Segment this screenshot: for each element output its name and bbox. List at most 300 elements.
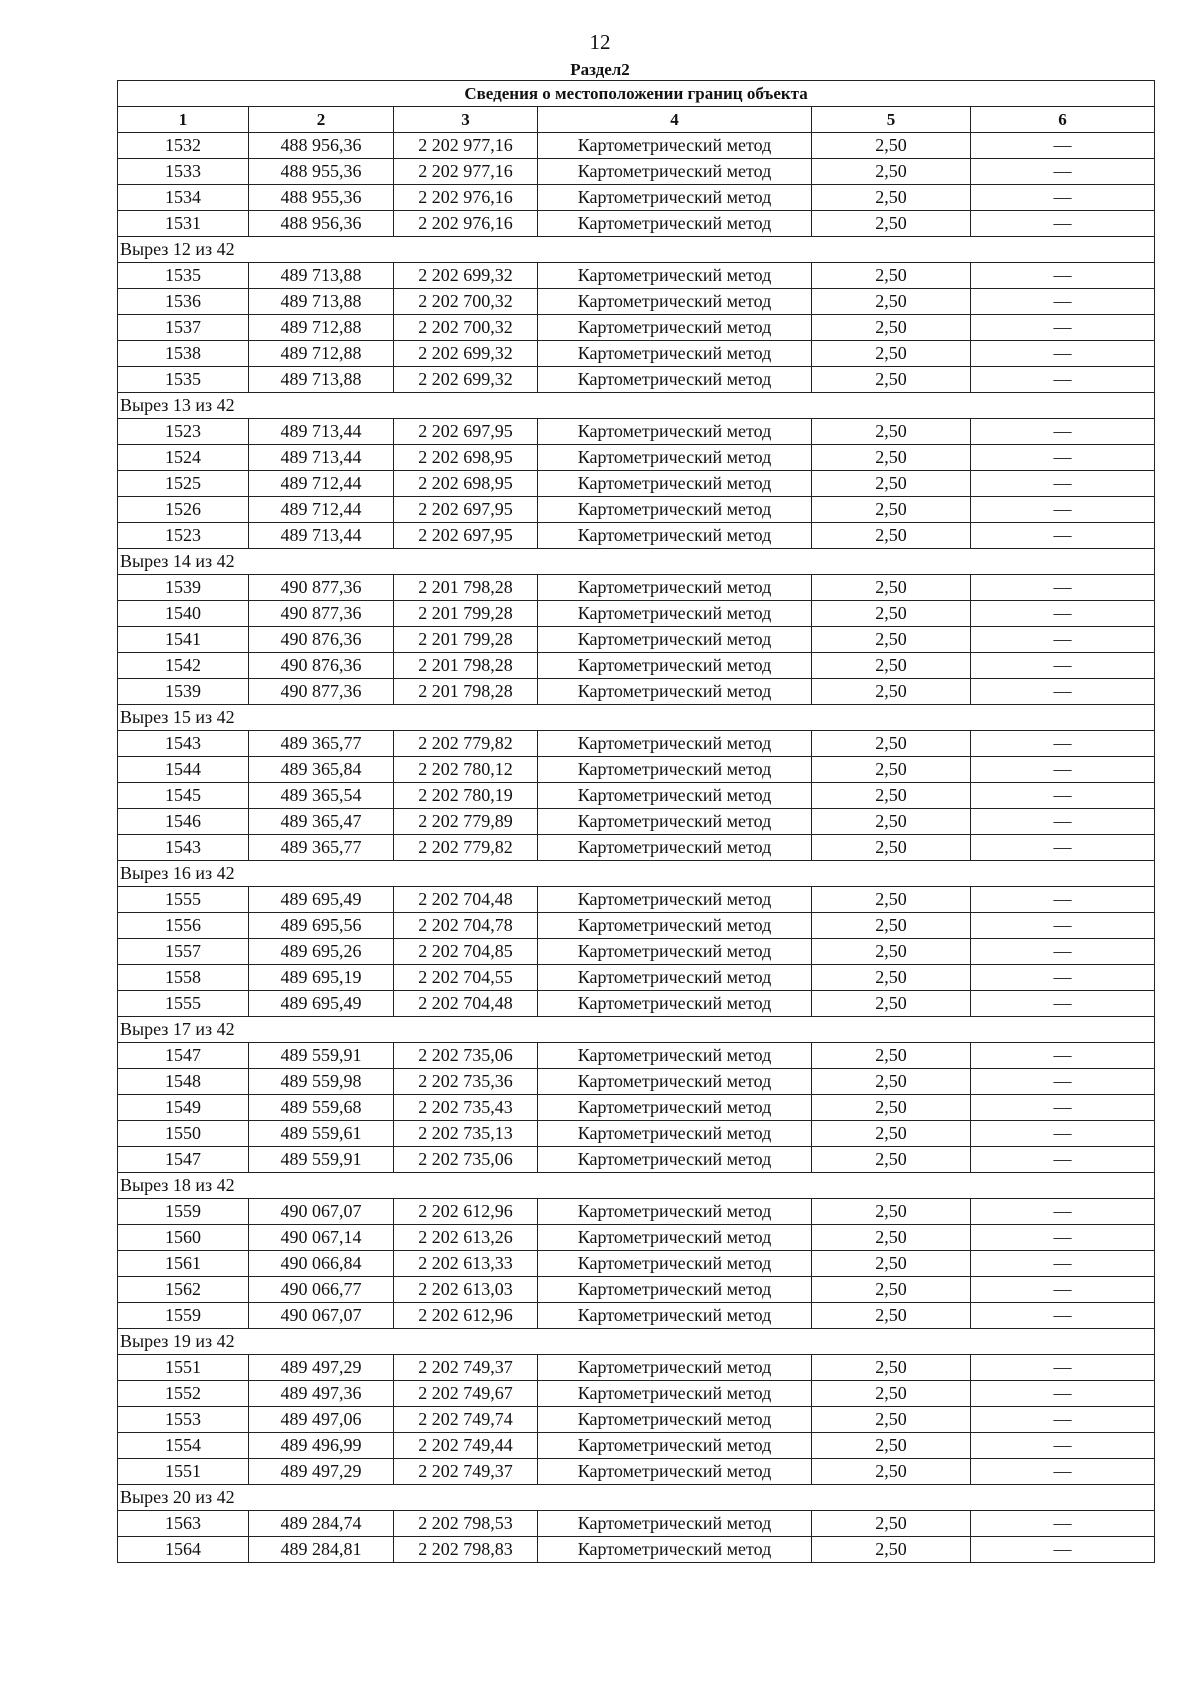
cell-accuracy: 2,50 bbox=[812, 1303, 971, 1329]
cell-accuracy: 2,50 bbox=[812, 1199, 971, 1225]
cell-point-number: 1556 bbox=[118, 913, 249, 939]
cell-coordinate-x: 489 559,98 bbox=[249, 1069, 394, 1095]
cell-coordinate-x: 489 284,81 bbox=[249, 1537, 394, 1563]
cell-coordinate-y: 2 202 699,32 bbox=[394, 263, 538, 289]
cell-accuracy: 2,50 bbox=[812, 523, 971, 549]
cell-point-number: 1564 bbox=[118, 1537, 249, 1563]
cell-description: — bbox=[971, 887, 1155, 913]
cell-accuracy: 2,50 bbox=[812, 133, 971, 159]
cell-coordinate-x: 489 559,91 bbox=[249, 1147, 394, 1173]
cell-coordinate-y: 2 202 780,19 bbox=[394, 783, 538, 809]
cell-accuracy: 2,50 bbox=[812, 1433, 971, 1459]
cell-coordinate-x: 489 713,44 bbox=[249, 523, 394, 549]
cutout-label: Вырез 18 из 42 bbox=[118, 1173, 1155, 1199]
cell-method: Картометрический метод bbox=[538, 1303, 812, 1329]
cell-coordinate-y: 2 202 749,37 bbox=[394, 1355, 538, 1381]
cell-accuracy: 2,50 bbox=[812, 289, 971, 315]
cutout-label: Вырез 20 из 42 bbox=[118, 1485, 1155, 1511]
cell-description: — bbox=[971, 1225, 1155, 1251]
cell-coordinate-x: 489 284,74 bbox=[249, 1511, 394, 1537]
cell-accuracy: 2,50 bbox=[812, 159, 971, 185]
cell-description: — bbox=[971, 809, 1155, 835]
cell-point-number: 1525 bbox=[118, 471, 249, 497]
cell-coordinate-y: 2 202 749,44 bbox=[394, 1433, 538, 1459]
cell-point-number: 1559 bbox=[118, 1199, 249, 1225]
cutout-label: Вырез 19 из 42 bbox=[118, 1329, 1155, 1355]
cell-point-number: 1533 bbox=[118, 159, 249, 185]
cell-coordinate-y: 2 202 749,37 bbox=[394, 1459, 538, 1485]
cell-accuracy: 2,50 bbox=[812, 991, 971, 1017]
cell-point-number: 1534 bbox=[118, 185, 249, 211]
cell-description: — bbox=[971, 133, 1155, 159]
cell-coordinate-x: 489 712,88 bbox=[249, 341, 394, 367]
cell-coordinate-x: 489 713,88 bbox=[249, 367, 394, 393]
table-row bbox=[118, 315, 1155, 341]
cell-point-number: 1551 bbox=[118, 1459, 249, 1485]
table-row bbox=[118, 939, 1155, 965]
cutout-label: Вырез 14 из 42 bbox=[118, 549, 1155, 575]
cell-coordinate-x: 490 067,14 bbox=[249, 1225, 394, 1251]
cell-coordinate-y: 2 202 779,82 bbox=[394, 835, 538, 861]
cell-accuracy: 2,50 bbox=[812, 1147, 971, 1173]
cell-method: Картометрический метод bbox=[538, 601, 812, 627]
cell-description: — bbox=[971, 991, 1155, 1017]
cell-coordinate-y: 2 202 704,85 bbox=[394, 939, 538, 965]
cell-coordinate-y: 2 202 697,95 bbox=[394, 419, 538, 445]
cell-accuracy: 2,50 bbox=[812, 211, 971, 237]
cell-point-number: 1545 bbox=[118, 783, 249, 809]
table-header-row bbox=[118, 107, 1155, 133]
table-row bbox=[118, 679, 1155, 705]
cell-coordinate-y: 2 201 799,28 bbox=[394, 601, 538, 627]
cell-description: — bbox=[971, 653, 1155, 679]
cell-coordinate-y: 2 202 779,82 bbox=[394, 731, 538, 757]
cell-coordinate-x: 490 066,84 bbox=[249, 1251, 394, 1277]
cell-accuracy: 2,50 bbox=[812, 627, 971, 653]
cell-coordinate-x: 489 559,91 bbox=[249, 1043, 394, 1069]
cell-description: — bbox=[971, 1121, 1155, 1147]
table-body bbox=[118, 81, 1155, 1563]
cell-method: Картометрический метод bbox=[538, 1277, 812, 1303]
table-row bbox=[118, 757, 1155, 783]
table-row bbox=[118, 471, 1155, 497]
cutout-group-row bbox=[118, 549, 1155, 575]
cell-method: Картометрический метод bbox=[538, 939, 812, 965]
cell-point-number: 1539 bbox=[118, 679, 249, 705]
cell-coordinate-x: 489 497,29 bbox=[249, 1355, 394, 1381]
cell-description: — bbox=[971, 1407, 1155, 1433]
cutout-label: Вырез 13 из 42 bbox=[118, 393, 1155, 419]
table-row bbox=[118, 445, 1155, 471]
cell-coordinate-y: 2 202 735,06 bbox=[394, 1147, 538, 1173]
cell-accuracy: 2,50 bbox=[812, 1043, 971, 1069]
cell-method: Картометрический метод bbox=[538, 315, 812, 341]
cell-coordinate-x: 489 497,29 bbox=[249, 1459, 394, 1485]
cutout-group-row bbox=[118, 1329, 1155, 1355]
cell-point-number: 1540 bbox=[118, 601, 249, 627]
cell-description: — bbox=[971, 913, 1155, 939]
cell-coordinate-y: 2 202 612,96 bbox=[394, 1303, 538, 1329]
cell-accuracy: 2,50 bbox=[812, 497, 971, 523]
column-header-5: 5 bbox=[812, 107, 971, 133]
table-row bbox=[118, 1043, 1155, 1069]
cell-description: — bbox=[971, 601, 1155, 627]
cell-coordinate-x: 489 713,88 bbox=[249, 263, 394, 289]
cell-description: — bbox=[971, 419, 1155, 445]
cell-method: Картометрический метод bbox=[538, 731, 812, 757]
cell-coordinate-y: 2 201 798,28 bbox=[394, 679, 538, 705]
cell-accuracy: 2,50 bbox=[812, 575, 971, 601]
table-row bbox=[118, 497, 1155, 523]
table-row bbox=[118, 1199, 1155, 1225]
table-row bbox=[118, 991, 1155, 1017]
cell-coordinate-x: 490 067,07 bbox=[249, 1303, 394, 1329]
table-row bbox=[118, 887, 1155, 913]
cell-accuracy: 2,50 bbox=[812, 601, 971, 627]
cell-method: Картометрический метод bbox=[538, 159, 812, 185]
cell-coordinate-y: 2 202 749,74 bbox=[394, 1407, 538, 1433]
cell-method: Картометрический метод bbox=[538, 185, 812, 211]
cutout-group-row bbox=[118, 393, 1155, 419]
cell-coordinate-y: 2 202 780,12 bbox=[394, 757, 538, 783]
cell-description: — bbox=[971, 1147, 1155, 1173]
table-row bbox=[118, 1303, 1155, 1329]
table-row bbox=[118, 133, 1155, 159]
cell-accuracy: 2,50 bbox=[812, 809, 971, 835]
cutout-group-row bbox=[118, 861, 1155, 887]
cell-method: Картометрический метод bbox=[538, 1407, 812, 1433]
cell-description: — bbox=[971, 1199, 1155, 1225]
table-row bbox=[118, 731, 1155, 757]
cell-description: — bbox=[971, 757, 1155, 783]
cell-description: — bbox=[971, 471, 1155, 497]
cell-point-number: 1553 bbox=[118, 1407, 249, 1433]
cutout-group-row bbox=[118, 1485, 1155, 1511]
cell-description: — bbox=[971, 1043, 1155, 1069]
table-row bbox=[118, 1537, 1155, 1563]
cell-coordinate-x: 489 695,26 bbox=[249, 939, 394, 965]
cell-accuracy: 2,50 bbox=[812, 913, 971, 939]
table-row bbox=[118, 835, 1155, 861]
cell-coordinate-y: 2 202 699,32 bbox=[394, 367, 538, 393]
cell-point-number: 1552 bbox=[118, 1381, 249, 1407]
cell-point-number: 1546 bbox=[118, 809, 249, 835]
cell-description: — bbox=[971, 627, 1155, 653]
table-row bbox=[118, 653, 1155, 679]
cell-method: Картометрический метод bbox=[538, 289, 812, 315]
cell-point-number: 1562 bbox=[118, 1277, 249, 1303]
cell-coordinate-x: 489 695,49 bbox=[249, 991, 394, 1017]
cell-coordinate-x: 489 365,77 bbox=[249, 731, 394, 757]
cell-method: Картометрический метод bbox=[538, 575, 812, 601]
cell-method: Картометрический метод bbox=[538, 1511, 812, 1537]
cell-coordinate-x: 489 559,68 bbox=[249, 1095, 394, 1121]
cell-coordinate-y: 2 202 698,95 bbox=[394, 471, 538, 497]
cell-description: — bbox=[971, 1355, 1155, 1381]
table-row bbox=[118, 913, 1155, 939]
cell-coordinate-y: 2 202 704,78 bbox=[394, 913, 538, 939]
cell-coordinate-y: 2 201 798,28 bbox=[394, 575, 538, 601]
table-row bbox=[118, 601, 1155, 627]
table-row bbox=[118, 185, 1155, 211]
cell-method: Картометрический метод bbox=[538, 341, 812, 367]
cell-coordinate-x: 489 497,36 bbox=[249, 1381, 394, 1407]
cell-coordinate-x: 490 876,36 bbox=[249, 653, 394, 679]
cell-coordinate-x: 489 695,49 bbox=[249, 887, 394, 913]
cutout-label: Вырез 17 из 42 bbox=[118, 1017, 1155, 1043]
cell-accuracy: 2,50 bbox=[812, 263, 971, 289]
cell-description: — bbox=[971, 1381, 1155, 1407]
cell-accuracy: 2,50 bbox=[812, 315, 971, 341]
cell-description: — bbox=[971, 497, 1155, 523]
cell-accuracy: 2,50 bbox=[812, 1459, 971, 1485]
cell-coordinate-y: 2 201 798,28 bbox=[394, 653, 538, 679]
cell-accuracy: 2,50 bbox=[812, 1355, 971, 1381]
cell-point-number: 1558 bbox=[118, 965, 249, 991]
table-row bbox=[118, 1251, 1155, 1277]
cutout-group-row bbox=[118, 1017, 1155, 1043]
cell-accuracy: 2,50 bbox=[812, 367, 971, 393]
cell-description: — bbox=[971, 575, 1155, 601]
cell-coordinate-y: 2 202 735,36 bbox=[394, 1069, 538, 1095]
cell-point-number: 1557 bbox=[118, 939, 249, 965]
cell-accuracy: 2,50 bbox=[812, 1121, 971, 1147]
cell-description: — bbox=[971, 1511, 1155, 1537]
cell-description: — bbox=[971, 1095, 1155, 1121]
cell-point-number: 1547 bbox=[118, 1147, 249, 1173]
cell-method: Картометрический метод bbox=[538, 1355, 812, 1381]
cell-method: Картометрический метод bbox=[538, 445, 812, 471]
cell-point-number: 1536 bbox=[118, 289, 249, 315]
cell-coordinate-x: 488 955,36 bbox=[249, 159, 394, 185]
cell-point-number: 1541 bbox=[118, 627, 249, 653]
cell-accuracy: 2,50 bbox=[812, 1511, 971, 1537]
cell-point-number: 1538 bbox=[118, 341, 249, 367]
cell-accuracy: 2,50 bbox=[812, 1537, 971, 1563]
cell-point-number: 1523 bbox=[118, 419, 249, 445]
cell-point-number: 1555 bbox=[118, 887, 249, 913]
cutout-group-row bbox=[118, 705, 1155, 731]
cell-coordinate-x: 489 365,47 bbox=[249, 809, 394, 835]
cell-accuracy: 2,50 bbox=[812, 1225, 971, 1251]
cell-point-number: 1549 bbox=[118, 1095, 249, 1121]
table-row bbox=[118, 523, 1155, 549]
cell-coordinate-x: 489 712,44 bbox=[249, 471, 394, 497]
table-row bbox=[118, 809, 1155, 835]
cell-coordinate-x: 490 877,36 bbox=[249, 601, 394, 627]
cell-description: — bbox=[971, 965, 1155, 991]
cell-method: Картометрический метод bbox=[538, 211, 812, 237]
cell-method: Картометрический метод bbox=[538, 1225, 812, 1251]
cell-description: — bbox=[971, 1303, 1155, 1329]
cell-coordinate-y: 2 202 977,16 bbox=[394, 133, 538, 159]
cell-accuracy: 2,50 bbox=[812, 1381, 971, 1407]
cell-point-number: 1550 bbox=[118, 1121, 249, 1147]
cell-coordinate-y: 2 202 977,16 bbox=[394, 159, 538, 185]
cell-method: Картометрический метод bbox=[538, 887, 812, 913]
cell-coordinate-x: 490 877,36 bbox=[249, 575, 394, 601]
cell-point-number: 1554 bbox=[118, 1433, 249, 1459]
cutout-label: Вырез 12 из 42 bbox=[118, 237, 1155, 263]
table-row bbox=[118, 575, 1155, 601]
cell-coordinate-y: 2 202 976,16 bbox=[394, 185, 538, 211]
cell-point-number: 1532 bbox=[118, 133, 249, 159]
cell-method: Картометрический метод bbox=[538, 835, 812, 861]
cell-description: — bbox=[971, 445, 1155, 471]
cell-coordinate-x: 490 876,36 bbox=[249, 627, 394, 653]
cell-coordinate-y: 2 202 704,48 bbox=[394, 887, 538, 913]
table-row bbox=[118, 367, 1155, 393]
table-row bbox=[118, 1121, 1155, 1147]
cell-coordinate-x: 489 365,84 bbox=[249, 757, 394, 783]
cutout-group-row bbox=[118, 1173, 1155, 1199]
cell-coordinate-y: 2 202 613,03 bbox=[394, 1277, 538, 1303]
cell-coordinate-y: 2 202 697,95 bbox=[394, 523, 538, 549]
cell-coordinate-y: 2 202 735,43 bbox=[394, 1095, 538, 1121]
table-row bbox=[118, 1225, 1155, 1251]
table-row bbox=[118, 1069, 1155, 1095]
cell-coordinate-x: 489 497,06 bbox=[249, 1407, 394, 1433]
cell-coordinate-x: 489 713,44 bbox=[249, 419, 394, 445]
cell-coordinate-y: 2 202 700,32 bbox=[394, 315, 538, 341]
cell-coordinate-y: 2 202 735,13 bbox=[394, 1121, 538, 1147]
cell-accuracy: 2,50 bbox=[812, 419, 971, 445]
table-caption-row bbox=[118, 81, 1155, 107]
cell-point-number: 1535 bbox=[118, 367, 249, 393]
cell-accuracy: 2,50 bbox=[812, 731, 971, 757]
cell-description: — bbox=[971, 1537, 1155, 1563]
cutout-group-row bbox=[118, 237, 1155, 263]
cell-description: — bbox=[971, 367, 1155, 393]
cell-description: — bbox=[971, 1433, 1155, 1459]
cell-point-number: 1543 bbox=[118, 835, 249, 861]
cell-coordinate-y: 2 202 613,26 bbox=[394, 1225, 538, 1251]
cell-coordinate-y: 2 202 798,53 bbox=[394, 1511, 538, 1537]
table-row bbox=[118, 1433, 1155, 1459]
cell-description: — bbox=[971, 289, 1155, 315]
table-row bbox=[118, 783, 1155, 809]
cell-coordinate-y: 2 202 704,48 bbox=[394, 991, 538, 1017]
cell-accuracy: 2,50 bbox=[812, 185, 971, 211]
table-row bbox=[118, 1147, 1155, 1173]
cell-point-number: 1561 bbox=[118, 1251, 249, 1277]
cell-coordinate-x: 489 713,88 bbox=[249, 289, 394, 315]
table-caption: Сведения о местоположении границ объекта bbox=[118, 81, 1155, 107]
cell-accuracy: 2,50 bbox=[812, 1407, 971, 1433]
cell-point-number: 1548 bbox=[118, 1069, 249, 1095]
cell-method: Картометрический метод bbox=[538, 1459, 812, 1485]
cell-coordinate-y: 2 202 779,89 bbox=[394, 809, 538, 835]
cell-method: Картометрический метод bbox=[538, 809, 812, 835]
cell-accuracy: 2,50 bbox=[812, 1251, 971, 1277]
cell-coordinate-x: 488 956,36 bbox=[249, 211, 394, 237]
cell-accuracy: 2,50 bbox=[812, 1277, 971, 1303]
cell-accuracy: 2,50 bbox=[812, 1095, 971, 1121]
cell-method: Картометрический метод bbox=[538, 523, 812, 549]
cell-method: Картометрический метод bbox=[538, 653, 812, 679]
cell-point-number: 1563 bbox=[118, 1511, 249, 1537]
cell-accuracy: 2,50 bbox=[812, 341, 971, 367]
cell-accuracy: 2,50 bbox=[812, 965, 971, 991]
cell-coordinate-x: 488 955,36 bbox=[249, 185, 394, 211]
cell-point-number: 1547 bbox=[118, 1043, 249, 1069]
cell-description: — bbox=[971, 731, 1155, 757]
cell-method: Картометрический метод bbox=[538, 471, 812, 497]
cell-description: — bbox=[971, 263, 1155, 289]
cutout-label: Вырез 16 из 42 bbox=[118, 861, 1155, 887]
table-row bbox=[118, 1511, 1155, 1537]
cell-coordinate-x: 489 695,19 bbox=[249, 965, 394, 991]
cell-coordinate-x: 490 067,07 bbox=[249, 1199, 394, 1225]
cell-coordinate-y: 2 202 698,95 bbox=[394, 445, 538, 471]
cell-coordinate-x: 489 695,56 bbox=[249, 913, 394, 939]
table-row bbox=[118, 1095, 1155, 1121]
cell-point-number: 1559 bbox=[118, 1303, 249, 1329]
table-row bbox=[118, 965, 1155, 991]
cell-description: — bbox=[971, 939, 1155, 965]
table-row bbox=[118, 1459, 1155, 1485]
cell-method: Картометрический метод bbox=[538, 913, 812, 939]
cell-method: Картометрический метод bbox=[538, 991, 812, 1017]
cell-coordinate-x: 489 713,44 bbox=[249, 445, 394, 471]
cell-accuracy: 2,50 bbox=[812, 1069, 971, 1095]
cell-method: Картометрический метод bbox=[538, 367, 812, 393]
table-row bbox=[118, 289, 1155, 315]
cell-description: — bbox=[971, 159, 1155, 185]
column-header-3: 3 bbox=[394, 107, 538, 133]
cell-method: Картометрический метод bbox=[538, 497, 812, 523]
page-number: 12 bbox=[589, 30, 611, 54]
cell-coordinate-x: 489 496,99 bbox=[249, 1433, 394, 1459]
table-row bbox=[118, 1407, 1155, 1433]
cell-description: — bbox=[971, 211, 1155, 237]
table-row bbox=[118, 1355, 1155, 1381]
cell-coordinate-x: 489 712,44 bbox=[249, 497, 394, 523]
cell-method: Картометрический метод bbox=[538, 627, 812, 653]
cell-method: Картометрический метод bbox=[538, 679, 812, 705]
cell-accuracy: 2,50 bbox=[812, 939, 971, 965]
cell-point-number: 1526 bbox=[118, 497, 249, 523]
cell-coordinate-y: 2 202 976,16 bbox=[394, 211, 538, 237]
cell-description: — bbox=[971, 315, 1155, 341]
table-row bbox=[118, 263, 1155, 289]
cell-point-number: 1555 bbox=[118, 991, 249, 1017]
cell-accuracy: 2,50 bbox=[812, 757, 971, 783]
section-title: Раздел2 bbox=[570, 60, 630, 79]
table-row bbox=[118, 419, 1155, 445]
cell-method: Картометрический метод bbox=[538, 133, 812, 159]
cell-accuracy: 2,50 bbox=[812, 783, 971, 809]
cell-method: Картометрический метод bbox=[538, 1095, 812, 1121]
cell-method: Картометрический метод bbox=[538, 1199, 812, 1225]
cell-point-number: 1551 bbox=[118, 1355, 249, 1381]
table-row bbox=[118, 1277, 1155, 1303]
table-row bbox=[118, 1381, 1155, 1407]
cell-accuracy: 2,50 bbox=[812, 653, 971, 679]
table-row bbox=[118, 211, 1155, 237]
cell-coordinate-y: 2 202 735,06 bbox=[394, 1043, 538, 1069]
cell-description: — bbox=[971, 1277, 1155, 1303]
cutout-label: Вырез 15 из 42 bbox=[118, 705, 1155, 731]
cell-method: Картометрический метод bbox=[538, 1433, 812, 1459]
column-header-2: 2 bbox=[249, 107, 394, 133]
cell-method: Картометрический метод bbox=[538, 1381, 812, 1407]
cell-method: Картометрический метод bbox=[538, 783, 812, 809]
cell-point-number: 1543 bbox=[118, 731, 249, 757]
cell-method: Картометрический метод bbox=[538, 1147, 812, 1173]
cell-coordinate-y: 2 202 704,55 bbox=[394, 965, 538, 991]
cell-point-number: 1523 bbox=[118, 523, 249, 549]
